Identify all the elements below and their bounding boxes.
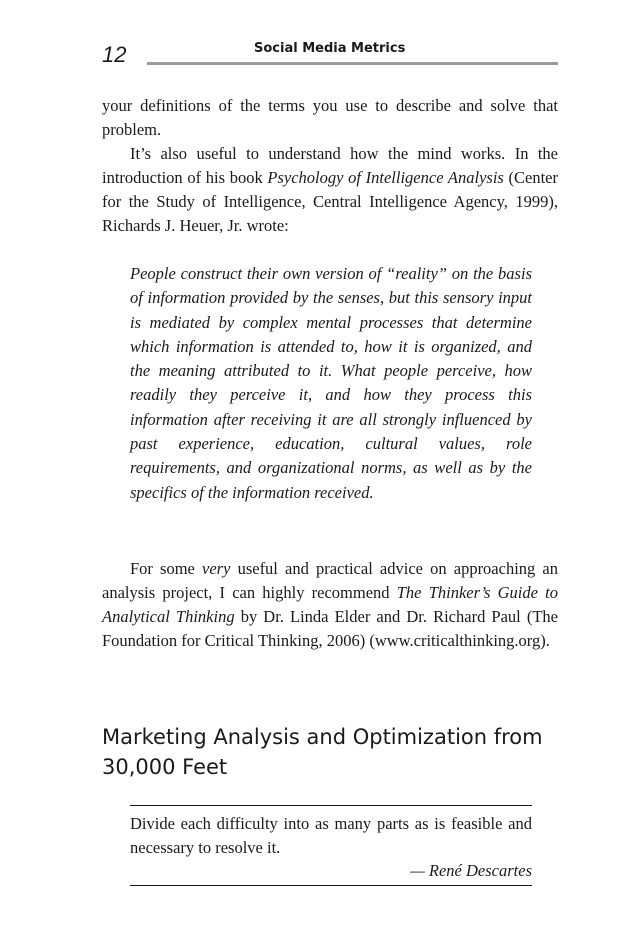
- epigraph-top-rule: [130, 805, 532, 806]
- paragraph-recommendation: [102, 557, 558, 653]
- running-title: Social Media Metrics: [254, 41, 406, 56]
- book-title: Psychology of Intelligence Analysis: [267, 168, 504, 187]
- paragraph-text: (Center for the Study of Intelligence, Central Intelligence Agency, 1999), Richards J. Heuer, Jr. wrote:: [102, 168, 558, 235]
- epigraph-bottom-rule: [130, 885, 532, 886]
- epigraph-attribution: — René Descartes: [410, 861, 532, 880]
- epigraph-quote: Divide each difficulty into as many parts as is feasible and necessary to resolve it.: [130, 814, 532, 857]
- header-rule: [147, 62, 558, 65]
- page-number: 12: [102, 42, 127, 67]
- running-header: [102, 38, 558, 70]
- paragraph-text: For some: [130, 559, 203, 578]
- paragraph-text: It’s also useful to understand how the mind works. In the introduction of his book: [102, 144, 558, 187]
- emphasis: very: [202, 559, 231, 578]
- book-title: The Thinker’s Guide to Analytical Thinking: [102, 583, 558, 626]
- paragraph-continued: your definitions of the terms you use to describe and solve that problem.: [102, 96, 558, 139]
- paragraph-text: useful and practical advice on approaching an analysis project, I can highly recommend: [102, 559, 559, 602]
- block-quote: People construct their own version of “reality” on the basis of information provided by the senses, but this sensory input is mediated by complex mental processes that determine which information is attended to, how it is organized, and the meaning attributed to it. What people perceive, how readily they perceive it, and how they process this information after receiving it are all strongly influenced by past experience, education, cultural values, role requirements, and organizational norms, as well as by the specifics of the information received.: [130, 264, 532, 502]
- paragraph-heuer-intro: [102, 142, 558, 238]
- section-heading: Marketing Analysis and Optimization from 30,000 Feet: [102, 725, 543, 779]
- paragraph-text: by Dr. Linda Elder and Dr. Richard Paul (The Foundation for Critical Thinking, 2006) (www.criticalthinking.org).: [102, 607, 558, 650]
